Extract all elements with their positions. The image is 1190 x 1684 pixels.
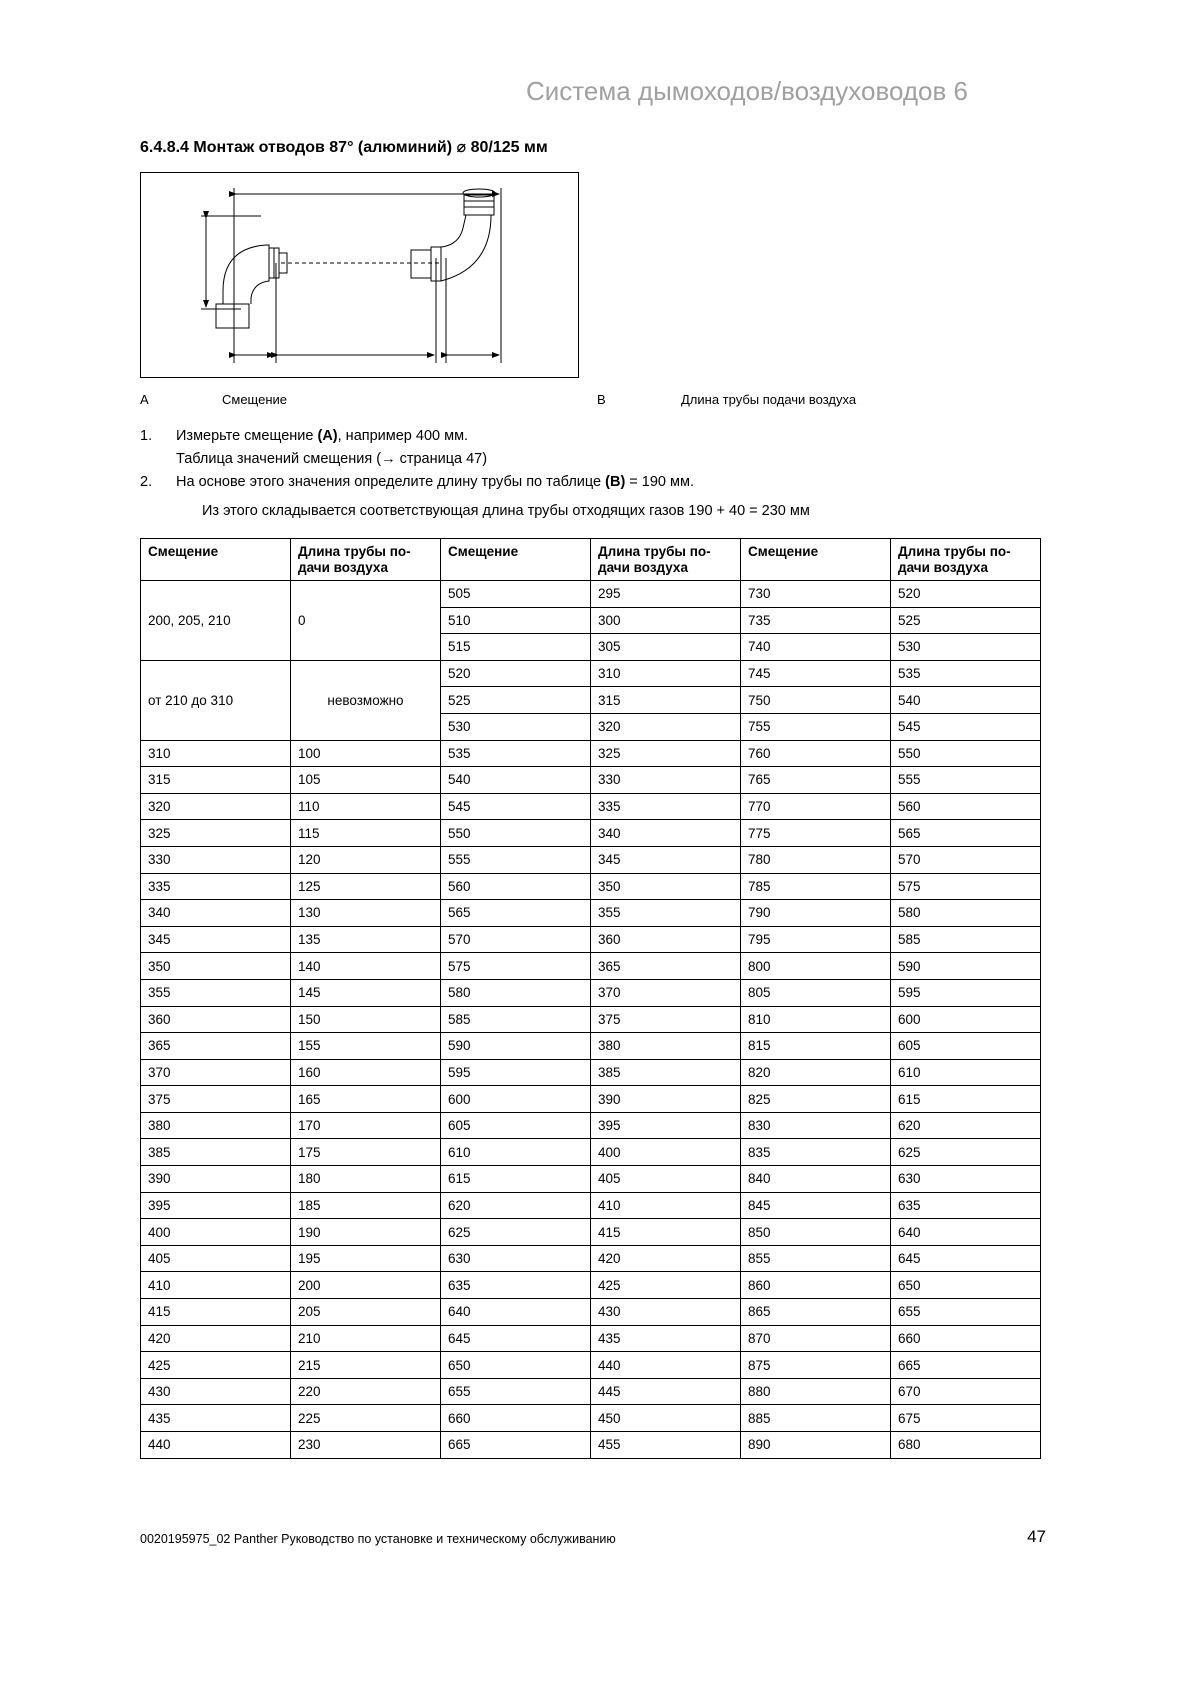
table-cell: 315 [591,687,741,714]
table-cell: 320 [141,793,291,820]
section-title: 6.4.8.4 Монтаж отводов 87° (алюминий) ⌀ 80/125 мм [140,139,548,156]
table-row [141,1299,1041,1326]
page-number: 47 [1027,1527,1046,1546]
table-cell: 635 [441,1272,591,1299]
table-cell: 440 [591,1352,741,1379]
table-cell: 175 [291,1139,441,1166]
table-cell: 400 [591,1139,741,1166]
table-cell: 535 [891,660,1041,687]
table-cell: 630 [441,1245,591,1272]
table-cell: 180 [291,1166,441,1193]
table-cell: 800 [741,953,891,980]
table-cell: 680 [891,1432,1041,1459]
table-cell: от 210 до 310 [141,660,291,740]
table-row [141,767,1041,794]
table-cell: 185 [291,1192,441,1219]
table-cell: 655 [891,1299,1041,1326]
table-cell: 345 [591,846,741,873]
table-cell: 790 [741,900,891,927]
table-cell: 540 [441,767,591,794]
table-cell: 760 [741,740,891,767]
table-cell: 610 [441,1139,591,1166]
table-cell: 340 [591,820,741,847]
table-cell: 365 [591,953,741,980]
table-row [141,1192,1041,1219]
table-cell: 575 [891,873,1041,900]
table-row [141,900,1041,927]
table-cell: 100 [291,740,441,767]
table-cell: 415 [591,1219,741,1246]
table-cell: 445 [591,1378,741,1405]
table-row [141,1378,1041,1405]
table-cell: 155 [291,1033,441,1060]
table-cell: 645 [441,1325,591,1352]
table-cell: 870 [741,1325,891,1352]
table-cell: 200 [291,1272,441,1299]
pipe-elbow-diagram [140,172,579,378]
table-cell: 350 [591,873,741,900]
table-cell: 640 [891,1219,1041,1246]
table-cell: 395 [141,1192,291,1219]
table-cell: 880 [741,1378,891,1405]
table-cell: 330 [141,846,291,873]
table-cell: 665 [441,1432,591,1459]
table-cell: 505 [441,581,591,608]
table-cell: 525 [891,607,1041,634]
step-1-ref: (A) [317,428,338,444]
table-cell: 315 [141,767,291,794]
table-cell: 600 [441,1086,591,1113]
table-cell: 855 [741,1245,891,1272]
table-cell: 520 [891,581,1041,608]
table-cell: 320 [591,713,741,740]
table-cell: 580 [891,900,1041,927]
table-cell: 885 [741,1405,891,1432]
table-cell: 825 [741,1086,891,1113]
table-cell: 450 [591,1405,741,1432]
footer-doc-title: 0020195975_02 Panther Руководство по установке и техническому обслуживанию [140,1532,616,1546]
table-row [141,979,1041,1006]
legend-a-text: Смещение [222,392,288,407]
step-2 [140,471,694,494]
table-cell: 335 [591,793,741,820]
table-cell: 310 [141,740,291,767]
table-cell: 515 [441,634,591,661]
table-cell: 645 [891,1245,1041,1272]
table-cell: 330 [591,767,741,794]
table-cell: 395 [591,1112,741,1139]
header-air-pipe-length: Длина трубы по-дачи воздуха [591,539,741,581]
table-cell: 335 [141,873,291,900]
table-cell: 525 [441,687,591,714]
table-cell: 810 [741,1006,891,1033]
step-2-text-end: = 190 мм. [625,474,694,490]
table-cell: 355 [591,900,741,927]
table-cell: 560 [891,793,1041,820]
table-cell: 435 [141,1405,291,1432]
table-cell: 780 [741,846,891,873]
table-cell: 865 [741,1299,891,1326]
table-row [141,846,1041,873]
table-cell: 410 [591,1192,741,1219]
table-cell: 390 [591,1086,741,1113]
header-offset: Смещение [441,539,591,581]
instruction-steps [140,425,694,494]
table-cell: 345 [141,926,291,953]
table-row [141,873,1041,900]
table-cell: 440 [141,1432,291,1459]
table-cell: 670 [891,1378,1041,1405]
table-cell: 660 [441,1405,591,1432]
table-cell: 405 [141,1245,291,1272]
table-cell: 630 [891,1166,1041,1193]
table-cell: 550 [891,740,1041,767]
table-cell: 590 [891,953,1041,980]
table-cell: 675 [891,1405,1041,1432]
table-cell: 390 [141,1166,291,1193]
table-cell: 125 [291,873,441,900]
table-cell: 110 [291,793,441,820]
table-cell: 650 [441,1352,591,1379]
table-cell: 555 [891,767,1041,794]
elbow-assembly-drawing [141,173,580,379]
table-cell: 590 [441,1033,591,1060]
table-cell: 740 [741,634,891,661]
table-row [141,1352,1041,1379]
table-cell: 615 [441,1166,591,1193]
table-cell: 205 [291,1299,441,1326]
table-cell: 415 [141,1299,291,1326]
header-offset: Смещение [141,539,291,581]
table-cell: 510 [441,607,591,634]
table-cell: 795 [741,926,891,953]
table-cell: 325 [141,820,291,847]
table-cell: 570 [891,846,1041,873]
table-cell: 370 [591,979,741,1006]
table-cell: 135 [291,926,441,953]
table-row [141,1219,1041,1246]
table-cell: 115 [291,820,441,847]
table-cell: 730 [741,581,891,608]
table-cell: 215 [291,1352,441,1379]
table-cell: 380 [141,1112,291,1139]
table-cell: 820 [741,1059,891,1086]
table-cell: 200, 205, 210 [141,581,291,661]
table-row [141,581,1041,608]
table-cell: 425 [141,1352,291,1379]
table-cell: 580 [441,979,591,1006]
table-cell: 830 [741,1112,891,1139]
table-cell: 765 [741,767,891,794]
table-cell: 145 [291,979,441,1006]
table-row [141,793,1041,820]
table-cell: 535 [441,740,591,767]
page-reference-link[interactable]: Таблица значений смещения (→ страница 47) [176,451,488,467]
legend-b-text: Длина трубы подачи воздуха [681,392,857,407]
table-cell: 360 [141,1006,291,1033]
step-1-text-end: , например 400 мм. [337,428,469,444]
table-cell: 170 [291,1112,441,1139]
table-cell: 785 [741,873,891,900]
table-cell: 0 [291,581,441,661]
table-cell: 805 [741,979,891,1006]
table-cell: 340 [141,900,291,927]
table-cell: 150 [291,1006,441,1033]
table-cell: 625 [891,1139,1041,1166]
table-cell: 595 [891,979,1041,1006]
table-cell: 230 [291,1432,441,1459]
table-cell: 750 [741,687,891,714]
table-cell: 375 [141,1086,291,1113]
step-1-line-2 [140,448,694,471]
result-note: Из этого складывается соответствующая длина трубы отходящих газов 190 + 40 = 230 мм [202,503,810,519]
table-cell: 565 [441,900,591,927]
table-cell: 540 [891,687,1041,714]
table-cell: 385 [141,1139,291,1166]
chapter-header: Система дымоходов/воздуховодов 6 [525,76,968,106]
table-cell: 405 [591,1166,741,1193]
table-cell: 755 [741,713,891,740]
table-cell: 585 [441,1006,591,1033]
table-cell: 595 [441,1059,591,1086]
table-cell: 770 [741,793,891,820]
table-cell: 295 [591,581,741,608]
table-cell: 370 [141,1059,291,1086]
table-cell: 605 [891,1033,1041,1060]
table-cell: 875 [741,1352,891,1379]
table-cell: 860 [741,1272,891,1299]
table-cell: 130 [291,900,441,927]
table-cell: 745 [741,660,891,687]
step-1 [140,425,694,448]
table-cell: 660 [891,1325,1041,1352]
table-cell: 560 [441,873,591,900]
table-cell: 815 [741,1033,891,1060]
table-cell: 195 [291,1245,441,1272]
table-cell: 835 [741,1139,891,1166]
table-cell: 430 [591,1299,741,1326]
legend-a-key: A [140,392,149,407]
header-air-pipe-length: Длина трубы по-дачи воздуха [891,539,1041,581]
table-cell: 210 [291,1325,441,1352]
table-cell: 455 [591,1432,741,1459]
table-cell: 620 [891,1112,1041,1139]
table-row [141,1166,1041,1193]
table-cell: 160 [291,1059,441,1086]
legend-b-key: B [597,392,606,407]
table-cell: 355 [141,979,291,1006]
table-header-row [141,539,1041,581]
table-row [141,926,1041,953]
table-cell: 605 [441,1112,591,1139]
table-cell: 545 [441,793,591,820]
table-cell: 435 [591,1325,741,1352]
table-cell: 530 [441,713,591,740]
header-offset: Смещение [741,539,891,581]
table-row [141,1033,1041,1060]
table-cell: 545 [891,713,1041,740]
header-air-pipe-length: Длина трубы по-дачи воздуха [291,539,441,581]
table-cell: 365 [141,1033,291,1060]
table-cell: 360 [591,926,741,953]
table-cell: 840 [741,1166,891,1193]
table-cell: 635 [891,1192,1041,1219]
table-cell: 575 [441,953,591,980]
table-cell: 410 [141,1272,291,1299]
table-cell: 430 [141,1378,291,1405]
table-cell: 165 [291,1086,441,1113]
table-cell: 610 [891,1059,1041,1086]
offset-length-table [140,538,1041,1459]
table-cell: 565 [891,820,1041,847]
table-row [141,1405,1041,1432]
table-cell: 615 [891,1086,1041,1113]
table-cell: 555 [441,846,591,873]
table-cell: 385 [591,1059,741,1086]
table-cell: 325 [591,740,741,767]
table-cell: 585 [891,926,1041,953]
table-row [141,1272,1041,1299]
table-cell: 640 [441,1299,591,1326]
table-row [141,1086,1041,1113]
table-cell: 350 [141,953,291,980]
table-cell: 380 [591,1033,741,1060]
table-cell: 520 [441,660,591,687]
table-cell: невозможно [291,660,441,740]
table-row [141,660,1041,687]
table-row [141,1432,1041,1459]
table-row [141,1245,1041,1272]
table-row [141,1006,1041,1033]
table-cell: 570 [441,926,591,953]
step-2-text: На основе этого значения определите длину трубы по таблице [176,474,606,490]
table-cell: 775 [741,820,891,847]
table-cell: 105 [291,767,441,794]
table-cell: 625 [441,1219,591,1246]
table-row [141,740,1041,767]
step-1-number: 1. [140,428,153,444]
step-2-ref: (B) [605,474,626,490]
table-cell: 310 [591,660,741,687]
table-cell: 305 [591,634,741,661]
table-cell: 600 [891,1006,1041,1033]
table-row [141,1059,1041,1086]
step-2-number: 2. [140,474,153,490]
table-cell: 890 [741,1432,891,1459]
table-cell: 420 [591,1245,741,1272]
table-cell: 425 [591,1272,741,1299]
table-cell: 735 [741,607,891,634]
table-cell: 400 [141,1219,291,1246]
table-cell: 420 [141,1325,291,1352]
table-cell: 140 [291,953,441,980]
table-cell: 190 [291,1219,441,1246]
table-cell: 300 [591,607,741,634]
table-cell: 850 [741,1219,891,1246]
table-row [141,953,1041,980]
table-cell: 375 [591,1006,741,1033]
table-cell: 220 [291,1378,441,1405]
table-cell: 665 [891,1352,1041,1379]
step-1-text: Измерьте смещение [176,428,318,444]
table-cell: 655 [441,1378,591,1405]
table-cell: 530 [891,634,1041,661]
table-row [141,820,1041,847]
table-row [141,1112,1041,1139]
table-cell: 225 [291,1405,441,1432]
table-row [141,1139,1041,1166]
table-cell: 550 [441,820,591,847]
table-cell: 650 [891,1272,1041,1299]
table-cell: 620 [441,1192,591,1219]
table-cell: 120 [291,846,441,873]
table-row [141,1325,1041,1352]
table-cell: 845 [741,1192,891,1219]
